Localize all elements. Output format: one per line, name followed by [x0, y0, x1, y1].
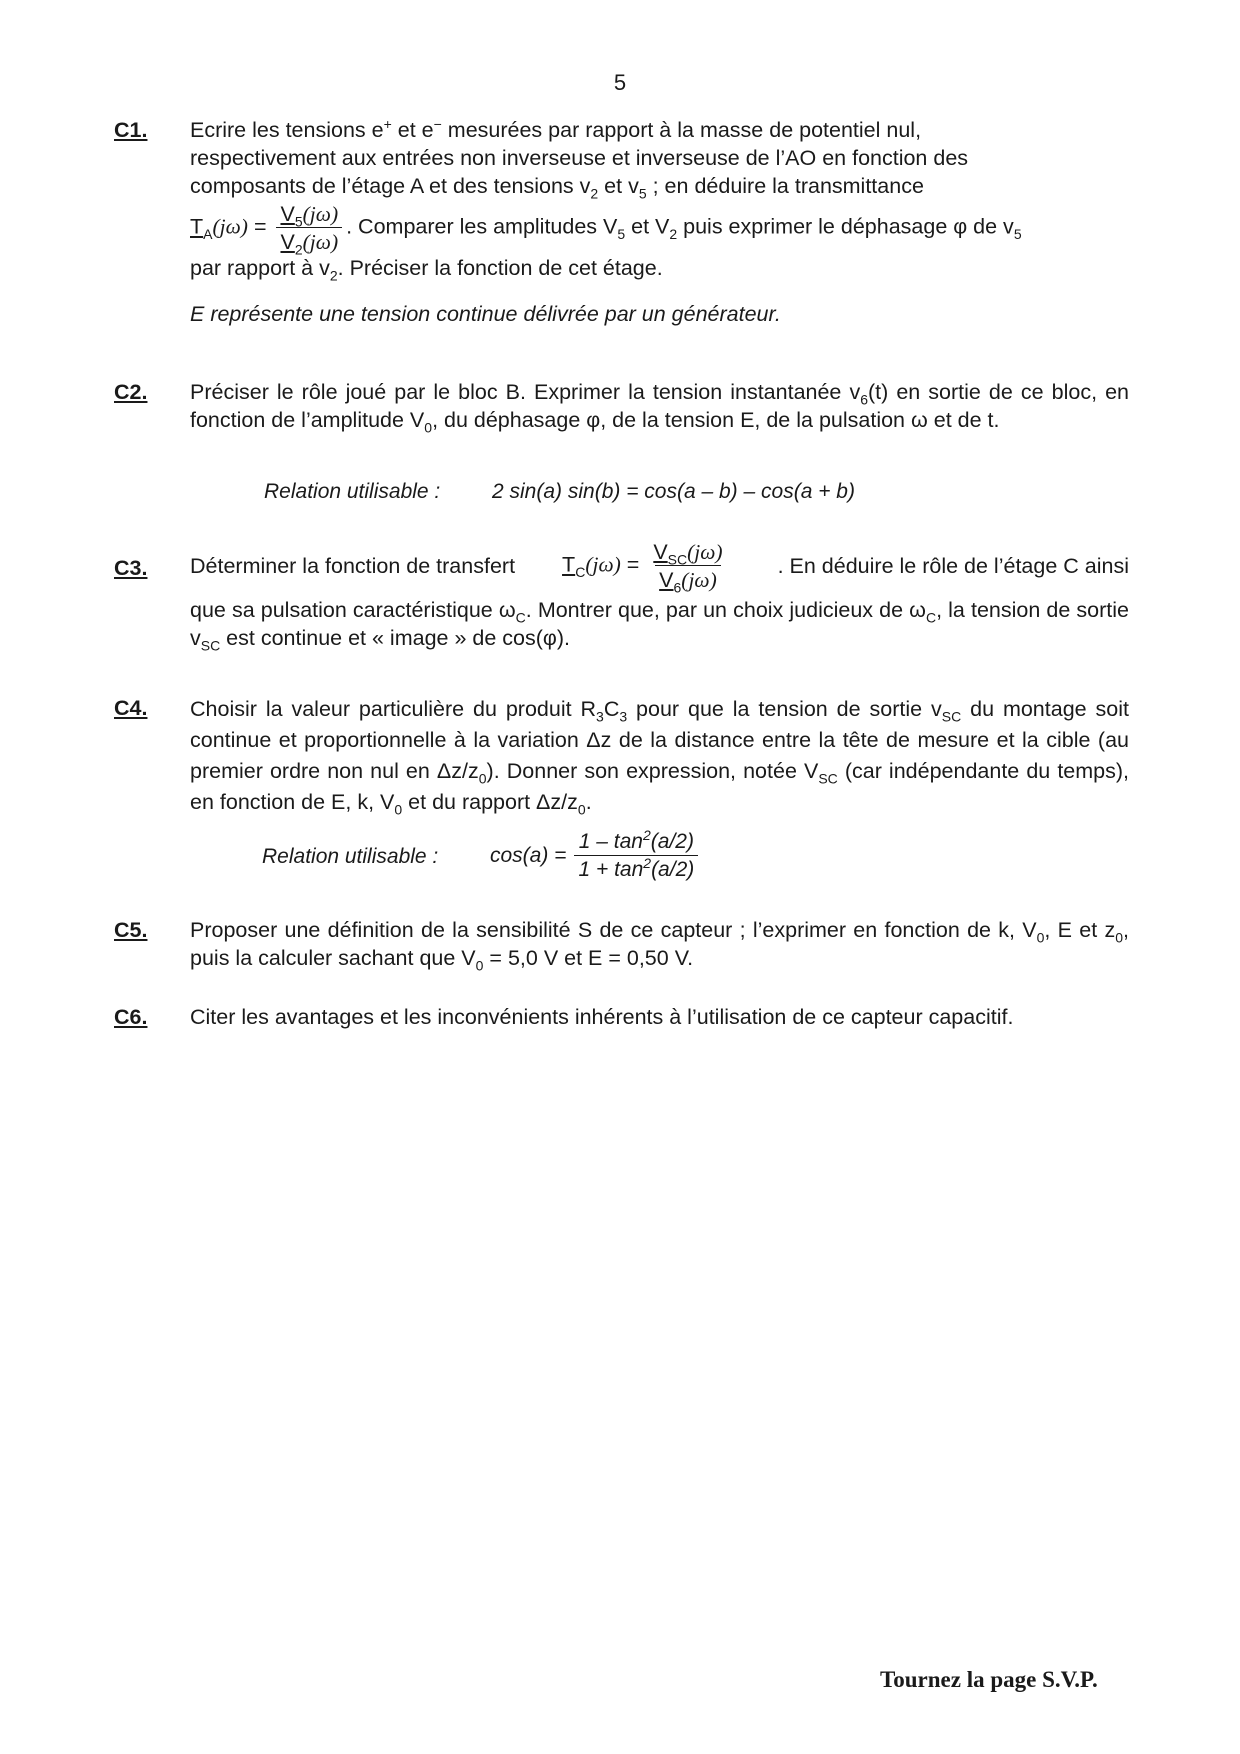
question-c6 [114, 1003, 1129, 1031]
c4-relation: cos(a) = $\frac{1 - \tan^2(a/2)}{1 + \tan^2(a/2)}$ [490, 830, 702, 882]
question-label: C5. [114, 918, 148, 942]
c1-note: E représente une tension continue délivrée par un générateur. [190, 302, 781, 326]
question-c3 [114, 540, 1129, 652]
c1-line-4: $T_A(j\omega)$ = $\frac{V_5(j\omega)}{V_2(j\omega)}$ . Comparer les amplitudes $V_5$ et $V_2$ puis exprimer le déphasage φ de $v_5$ [190, 202, 1022, 258]
question-c2 [114, 378, 1129, 434]
c2-relation-label: Relation utilisable : [264, 480, 441, 503]
c4-text: Choisir la valeur particulière du produit $R_3C_3$ pour que la tension de sortie $v_{SC}$ du montage soit continue et proportionnelle à la variation Δz de la distance entre la tête de mesure et la cible (au premier ordre non nul en $\Delta z/z_0$). Donner son expression, notée $V_{SC}$ (car indépendante du temps), en fonction de E, k, $V_0$ et du rapport $\Delta z/z_0$. [190, 697, 1129, 818]
c5-text: Proposer une définition de la sensibilité S de ce capteur ; l’exprimer en fonction de k, $V_0$, E et $z_0$, puis la calculer sachant que $V_0 = 5,0$ V et E = 0,50 V. [190, 918, 1129, 974]
question-label: C6. [114, 1005, 148, 1029]
question-label: C4. [114, 696, 148, 720]
transfer-function-fraction: $\frac{V_{SC}(j\omega)}{V_6(j\omega)}$ [653, 540, 723, 596]
question-label: C1. [114, 118, 148, 142]
c2-text: Préciser le rôle joué par le bloc B. Exprimer la tension instantanée $v_6(t)$ en sortie de ce bloc, en fonction de l’amplitude $V_0$, du déphasage φ, de la tension E, de la pulsation ω et de t. [190, 380, 1130, 436]
question-c1 [114, 116, 1129, 328]
question-c5 [114, 916, 1129, 972]
page-number: 5 [613, 70, 627, 95]
footer-turn-page: Tournez la page S.V.P. [880, 1667, 1098, 1692]
c4-relation-label: Relation utilisable : [262, 845, 439, 868]
c3-line-1: Déterminer la fonction de transfert $T_C(j\omega)$ = $\frac{V_{SC}(j\omega)}{V_6(j\omega)}$ . En déduire le rôle de l’étage C ainsi [190, 540, 1129, 596]
question-label: C2. [114, 380, 148, 404]
c1-line-2: respectivement aux entrées non inverseuse et inverseuse de l’AO en fonction des [190, 146, 969, 170]
transmittance-fraction: $\frac{V_5(j\omega)}{V_2(j\omega)}$ [276, 202, 342, 254]
c6-text: Citer les avantages et les inconvénients inhérents à l’utilisation de ce capteur capacitif. [190, 1005, 1014, 1029]
c3-line-2: que sa pulsation caractéristique $\omega_C$. Montrer que, par un choix judicieux de $\omega_C$, la tension de sortie $v_{SC}$ est continue et « image » de cos(φ). [190, 598, 1129, 654]
c2-relation: 2 sin(a) sin(b) = cos(a – b) – cos(a + b) [492, 480, 855, 503]
c1-line-5: par rapport à $v_2$. Préciser la fonction de cet étage. [190, 256, 663, 284]
c1-line-1: Ecrire les tensions e+ et e− mesurées par rapport à la masse de potentiel nul, [190, 115, 922, 142]
c1-line-3: composants de l’étage A et des tensions $v_2$ et $v_5$ ; en déduire la transmittance [190, 174, 924, 202]
question-label: C3. [114, 556, 148, 580]
question-c4 [114, 694, 1129, 818]
